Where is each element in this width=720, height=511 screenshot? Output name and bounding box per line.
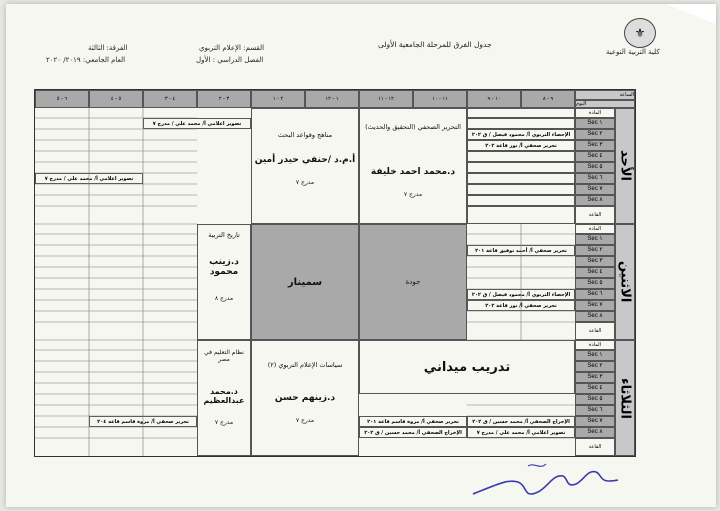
monday-sec7: Sec ٧ — [575, 300, 615, 311]
tuesday-lecture-1-prof: د.زينهم حسن — [274, 393, 336, 403]
sunday-lecture-journalism — [359, 108, 467, 224]
tuesday-subject-label: المادة — [575, 340, 615, 350]
college-logo — [624, 18, 656, 48]
sunday-editing-section: تحرير صحفي أ/ نور قاعة ٢٠٢ — [467, 140, 575, 151]
sunday-row-7 — [467, 184, 575, 195]
monday-quality-label: جودة — [405, 278, 421, 286]
hour-label: الساعة — [575, 90, 635, 100]
monday-sec1: Sec ١ — [575, 234, 615, 245]
tuesday-layout-section-1: الإخراج الصحفي أ/ محمد حسين / ق ٢٠٢ — [467, 416, 575, 427]
sunday-sec5: Sec ٥ — [575, 162, 615, 173]
monday-editing-section-1: تحرير صحفي أ/ أحمد توفيق قاعة ٢٠١ — [467, 245, 575, 256]
tuesday-field-label: تدريب ميداني — [423, 359, 511, 375]
sunday-photo-section-1: تصوير اعلامي أ/ محمد علي / مدرج ٧ — [143, 118, 251, 129]
tuesday-editing-section: تحرير صحفي أ/ مروة قاسم قاعة ٢٠١ — [359, 416, 467, 427]
monday-lecture-prof: د.زينب محمود — [209, 257, 239, 277]
day-tuesday: الثلاثاء — [615, 340, 635, 456]
tuesday-editing-section-2: تحرير صحفي أ/ مروة قاسم قاعة ٢٠٤ — [89, 416, 197, 427]
sunday-sec2: Sec ٢ — [575, 129, 615, 140]
monday-hall-label: القاعة — [575, 322, 615, 340]
level: الفرقة: الثالثة — [88, 44, 128, 52]
time-8: ٤ - ٣ — [143, 90, 197, 108]
sunday-sec3: Sec ٣ — [575, 140, 615, 151]
monday-seminar-block — [251, 224, 359, 340]
folded-corner — [666, 4, 716, 24]
time-2: ١٠ - ٩ — [467, 90, 521, 108]
time-10: ٦ - ٥ — [35, 90, 89, 108]
sunday-row-hall — [467, 206, 575, 224]
sunday-stats-section: الإحصاء التربوي أ/ محمود فيصل / ق ٢٠٢ — [467, 129, 575, 140]
empty-grid-lines — [35, 108, 197, 456]
sunday-sec6: Sec ٦ — [575, 173, 615, 184]
sunday-lecture-2-title: مناهج وقواعد البحث — [277, 131, 333, 139]
day-sunday: الأحد — [615, 108, 635, 224]
monday-lecture-history — [197, 224, 251, 340]
monday-lecture-title: تاريخ التربية — [208, 231, 240, 239]
monday-seminar-label: سمينار — [287, 276, 323, 288]
document-title: جدول الفرق للمرحلة الجامعية الأولى — [378, 40, 492, 49]
day-monday: الاثنين — [615, 224, 635, 340]
logo-emblem-icon: ⚜ — [634, 26, 646, 40]
tuesday-sec6: Sec ٦ — [575, 405, 615, 416]
time-1: ٩ - ٨ — [521, 90, 575, 108]
sunday-hall-label: القاعة — [575, 206, 615, 224]
time-4: ١٢ - ١١ — [359, 90, 413, 108]
tuesday-sec8: Sec ٨ — [575, 427, 615, 438]
signature — [468, 454, 628, 504]
time-9: ٥ - ٤ — [89, 90, 143, 108]
tuesday-sec1: Sec ١ — [575, 350, 615, 361]
tuesday-lecture-1-title: سياسات الإعلام التربوي (٢) — [267, 361, 343, 369]
sunday-row-8 — [467, 195, 575, 206]
sunday-row-4 — [467, 151, 575, 162]
sunday-lecture-1-hall: مدرج ٧ — [403, 191, 423, 198]
tuesday-hall-label: القاعة — [575, 438, 615, 456]
sunday-blank-top — [467, 108, 575, 118]
tuesday-sec7: Sec ٧ — [575, 416, 615, 427]
tuesday-lecture-2-hall: مدرج ٧ — [214, 419, 234, 426]
monday-sec6: Sec ٦ — [575, 289, 615, 300]
sunday-lecture-1-prof: د.محمد احمد خليفة — [370, 167, 456, 177]
sunday-photo-section-2: تصوير اعلامي أ/ محمد علي / مدرج ٧ — [35, 173, 143, 184]
sunday-subject-label: المادة — [575, 108, 615, 118]
tuesday-sec5: Sec ٥ — [575, 394, 615, 405]
tuesday-sec3: Sec ٣ — [575, 372, 615, 383]
time-6: ٢ - ١ — [251, 90, 305, 108]
academic-year: العام الجامعي: ٢٠١٩/ ٢٠٢٠ — [46, 56, 126, 64]
day-label: اليوم — [575, 100, 635, 108]
sunday-lecture-2-prof: أ.م.د /حنفي حيدر أمين — [254, 155, 356, 165]
right-grid-lines — [467, 224, 575, 456]
monday-sec4: Sec ٤ — [575, 267, 615, 278]
monday-quality-block — [359, 224, 467, 340]
college-name: كلية التربية النوعية — [606, 48, 660, 56]
monday-lecture-hall: مدرج ٨ — [214, 295, 234, 302]
monday-subject-label: المادة — [575, 224, 615, 234]
time-3: ١١ - ١٠ — [413, 90, 467, 108]
sunday-row-6 — [467, 173, 575, 184]
term: الفصل الدراسي : الأول — [196, 56, 264, 64]
monday-sec5: Sec ٥ — [575, 278, 615, 289]
tuesday-lecture-education — [197, 340, 251, 456]
sunday-sec1: Sec ١ — [575, 118, 615, 129]
sunday-sec7: Sec ٧ — [575, 184, 615, 195]
sunday-lecture-2-hall: مدرج ٧ — [295, 179, 315, 186]
tuesday-layout-section-2: الإخراج الصحفي أ/ محمد حسين / ق ٢٠٢ — [359, 427, 467, 438]
monday-stats-section: الإحصاء التربوي أ/ محمود فيصل / ق ٢٠٢ — [467, 289, 575, 300]
tuesday-lecture-1-hall: مدرج ٧ — [295, 417, 315, 424]
sunday-lecture-research — [251, 108, 359, 224]
department: القسم: الإعلام التربوي — [199, 44, 265, 52]
tuesday-lecture-2-prof: د.محمد عبدالعظيم — [203, 387, 245, 405]
schedule-table — [34, 89, 636, 457]
monday-sec2: Sec ٢ — [575, 245, 615, 256]
tuesday-lecture-policy — [251, 340, 359, 456]
tuesday-lecture-2-title: نظام التعليم في مصر — [204, 349, 244, 363]
time-5: ١ - ١٢ — [305, 90, 359, 108]
tuesday-photo-section: تصوير اعلامي أ/ محمد علي / مدرج ٧ — [467, 427, 575, 438]
time-7: ٣ - ٢ — [197, 90, 251, 108]
sunday-lecture-1-title: التحرير الصحفي (التحقيق والحديث) — [365, 123, 461, 131]
monday-sec8: Sec ٨ — [575, 311, 615, 322]
sunday-sec8: Sec ٨ — [575, 195, 615, 206]
tuesday-sec2: Sec ٢ — [575, 361, 615, 372]
monday-sec3: Sec ٣ — [575, 256, 615, 267]
sunday-row-5 — [467, 162, 575, 173]
sunday-blank-sec1 — [467, 118, 575, 129]
sunday-sec4: Sec ٤ — [575, 151, 615, 162]
tuesday-sec4: Sec ٤ — [575, 383, 615, 394]
monday-editing-section-2: تحرير صحفي أ/ نور قاعة ٢٠٢ — [467, 300, 575, 311]
